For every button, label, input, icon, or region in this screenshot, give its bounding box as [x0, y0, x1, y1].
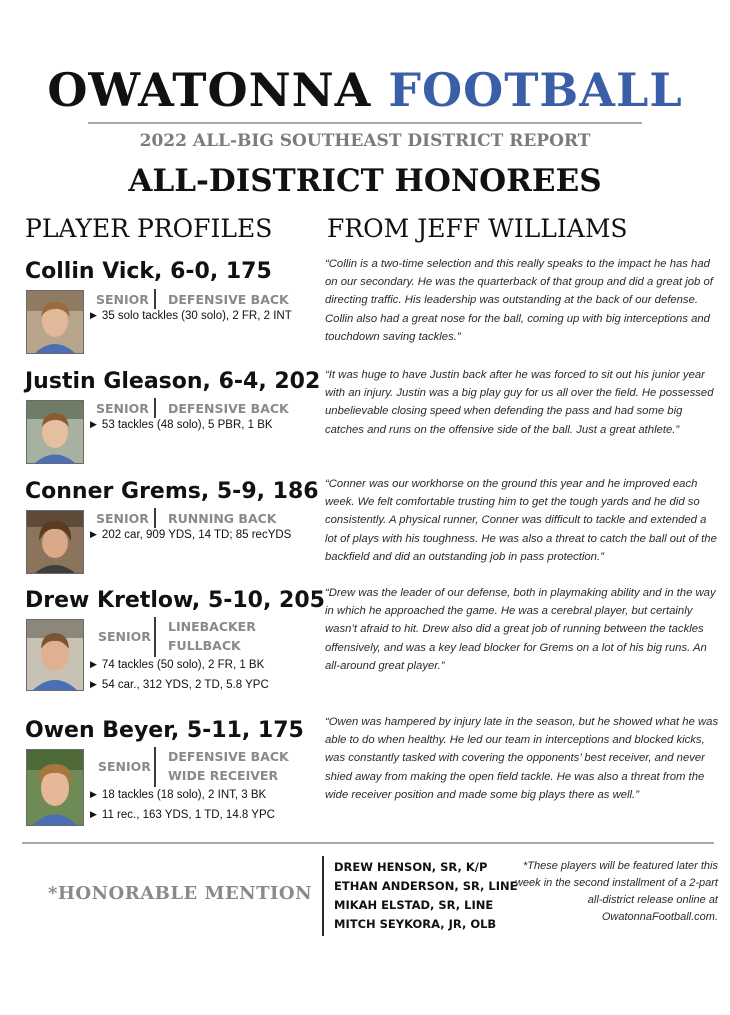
class-year: SENIOR [98, 629, 151, 644]
coach-quotes-heading: FROM JEFF WILLIAMS [327, 214, 628, 243]
arrow-right-icon: ▶ [90, 809, 97, 819]
separator [154, 508, 156, 528]
position: DEFENSIVE BACK [168, 401, 289, 416]
stat-line: ▶ 54 car., 312 YDS, 2 TD, 5.8 YPC [90, 679, 269, 691]
arrow-right-icon: ▶ [90, 529, 97, 539]
position: FULLBACK [168, 638, 241, 653]
arrow-right-icon: ▶ [90, 419, 97, 429]
stat-line: ▶ 202 car, 909 YDS, 14 TD; 85 recYDS [90, 529, 292, 541]
class-year: SENIOR [96, 511, 149, 526]
separator [154, 617, 156, 657]
position: WIDE RECEIVER [168, 768, 279, 783]
position: RUNNING BACK [168, 511, 277, 526]
class-year: SENIOR [96, 401, 149, 416]
player-profiles-heading: PLAYER PROFILES [25, 214, 273, 243]
stat-line: ▶ 35 solo tackles (30 solo), 2 FR, 2 INT [90, 310, 292, 322]
player-name: Conner Grems, 5-9, 186 [25, 479, 319, 504]
divider [88, 122, 642, 124]
position: LINEBACKER [168, 619, 256, 634]
player-name: Justin Gleason, 6-4, 202 [25, 369, 321, 394]
position: DEFENSIVE BACK [168, 292, 289, 307]
position: DEFENSIVE BACK [168, 749, 289, 764]
honorable-mention-label: *HONORABLE MENTION [48, 883, 313, 904]
arrow-right-icon: ▶ [90, 310, 97, 320]
divider [22, 842, 714, 844]
list-item: MITCH SEYKORA, JR, OLB [334, 917, 497, 931]
player-name: Drew Kretlow, 5-10, 205 [25, 588, 325, 613]
stat-line: ▶ 74 tackles (50 solo), 2 FR, 1 BK [90, 659, 265, 671]
player-photo [26, 749, 84, 826]
player-name: Collin Vick, 6-0, 175 [25, 259, 272, 284]
coach-quote: “Conner was our workhorse on the ground this year and he improved each week. We felt comfortable trusting him to get the tough yards and he did so consistently. A physical runner, Conner was difficult to tackle and extended a lot of plays with his toughness. He was also a threat to catch the ball out of the backfield and did an outstanding job in pass protection.” [325, 478, 717, 563]
list-item: DREW HENSON, SR, K/P [334, 860, 488, 874]
honorable-mention-list [334, 858, 518, 934]
separator [154, 398, 156, 418]
coach-quote: “Owen was hampered by injury late in the season, but he showed what he was able to do when healthy. He led our team in interceptions and blocked kicks, was constantly tasked with covering the opponents’ best receiver, and never shied away from making the open field tackle. He was also a threat from the wide receiver position and made some big plays there as well.” [325, 716, 719, 801]
player-name: Owen Beyer, 5-11, 175 [25, 718, 304, 743]
player-photo [26, 619, 84, 691]
title-owatonna: OWATONNA [47, 63, 372, 117]
player-photo [26, 400, 84, 464]
separator [322, 856, 324, 936]
coach-quote: “Drew was the leader of our defense, both in playmaking ability and in the way in which he approached the game. He was a cerebral player, but certainly wasn’t afraid to hit. Drew also did a great job of running between the tackles offensively, and was a key lead blocker for Grems on a lot of his big runs. An all-around great player.” [325, 587, 716, 672]
separator [154, 289, 156, 309]
player-photo [26, 290, 84, 354]
coach-quote: “Collin is a two-time selection and this really speaks to the impact he has had on our secondary. He was the quarterback of that group and did a great job of directing traffic. His leadership was outstanding at the back of our defense. Collin also had a great nose for the ball, coming up with big interceptions and touchdown saving tackles.” [325, 258, 713, 343]
class-year: SENIOR [96, 292, 149, 307]
report-subtitle: 2022 ALL-BIG SOUTHEAST DISTRICT REPORT [139, 131, 591, 151]
title-football: FOOTBALL [388, 63, 683, 117]
release-note: *These players will be featured later this week in the second installment of a 2-part all-district release online at OwatonnaFootball.com. [514, 860, 718, 923]
stat-line: ▶ 11 rec., 163 YDS, 1 TD, 14.8 YPC [90, 809, 275, 821]
stat-line: ▶ 53 tackles (48 solo), 5 PBR, 1 BK [90, 419, 273, 431]
stat-line: ▶ 18 tackles (18 solo), 2 INT, 3 BK [90, 789, 267, 801]
arrow-right-icon: ▶ [90, 659, 97, 669]
coach-quote: “It was huge to have Justin back after he was forced to sit out his junior year with an injury. Justin was a big play guy for us all over the field. He possessed unbelievable closing speed when defending the pass and had some big catches and runs on the offensive side of the ball. Just a great athlete.” [325, 369, 714, 436]
player-photo [26, 510, 84, 574]
page-title [0, 62, 730, 118]
list-item: MIKAH ELSTAD, SR, LINE [334, 898, 494, 912]
class-year: SENIOR [98, 759, 151, 774]
arrow-right-icon: ▶ [90, 679, 97, 689]
section-heading: ALL-DISTRICT HONOREES [128, 163, 602, 199]
separator [154, 747, 156, 787]
list-item: ETHAN ANDERSON, SR, LINE [334, 879, 518, 893]
arrow-right-icon: ▶ [90, 789, 97, 799]
